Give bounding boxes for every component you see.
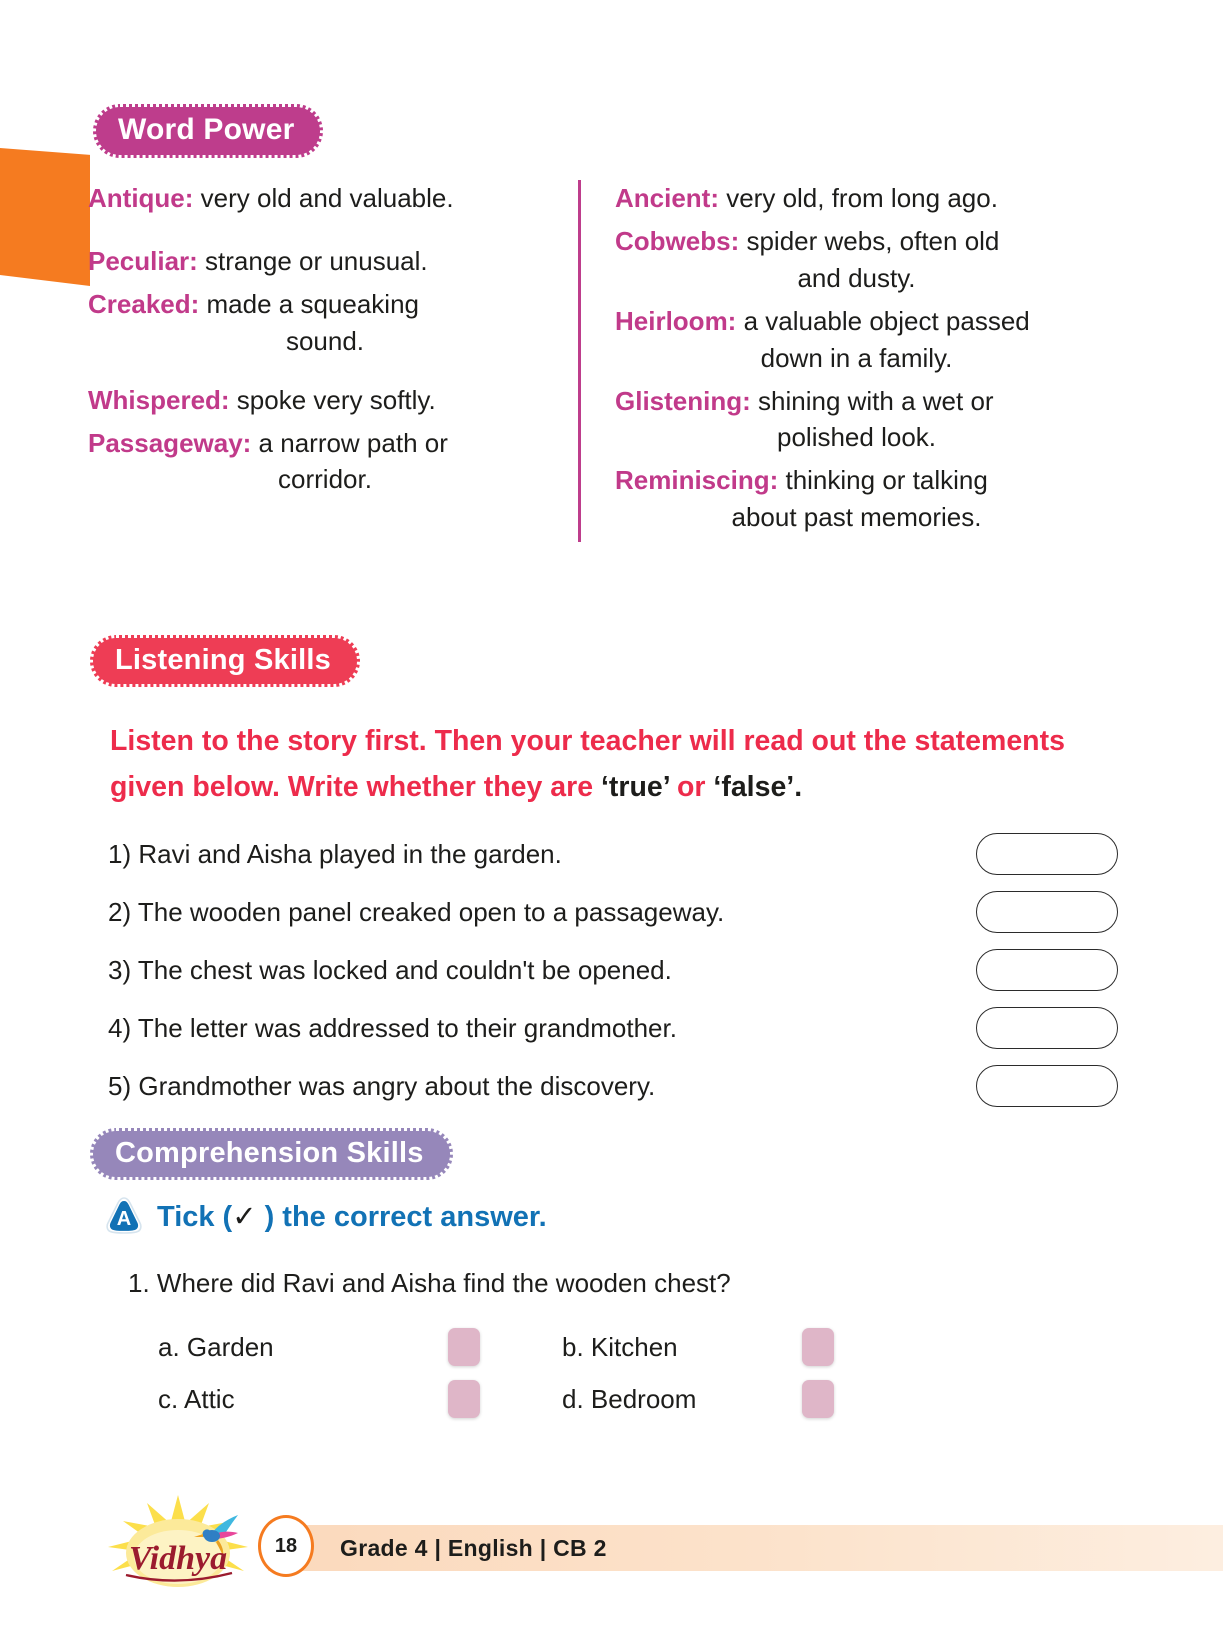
vocab-term: Reminiscing: (615, 465, 779, 496)
vocab-entry (88, 180, 562, 217)
vocab-term: Creaked: (88, 288, 200, 319)
true-false-answer-box[interactable] (976, 891, 1118, 933)
tick-text-before: Tick ( (157, 1200, 233, 1233)
vocab-definition-continuation: sound. (285, 325, 365, 356)
statement-text: 3) The chest was locked and couldn't be opened. (108, 954, 672, 985)
multiple-choice-question (128, 1268, 1088, 1425)
option-checkbox[interactable] (448, 1380, 480, 1418)
statement-row (108, 999, 1123, 1057)
listening-statements-list (108, 825, 1123, 1115)
left-orange-ribbon (0, 148, 90, 286)
vocab-definition: made a squeaking (199, 288, 419, 319)
vocab-term: Peculiar: (88, 245, 198, 276)
option-label: b. Kitchen (562, 1331, 678, 1362)
vocab-term: Glistening: (615, 385, 751, 416)
vidhya-logo (92, 1483, 264, 1593)
vocab-entry (615, 223, 1098, 297)
statement-text: 1) Ravi and Aisha played in the garden. (108, 838, 562, 869)
check-icon: ✓ (232, 1200, 257, 1233)
vocab-definition-continuation: polished look. (777, 422, 936, 453)
listening-instruction-true: ‘true’ (600, 771, 670, 804)
listening-skills-badge-label: Listening Skills (90, 635, 360, 687)
statement-text: 4) The letter was addressed to their grandmother. (108, 1012, 677, 1043)
vocab-entry (88, 286, 562, 360)
vocab-definition: spoke very softly. (229, 384, 436, 415)
vocab-term: Passageway: (88, 427, 252, 458)
word-power-left-column (88, 180, 578, 542)
page-number: 18 (274, 1534, 298, 1557)
vocab-term: Ancient: (615, 183, 719, 213)
word-power-content (88, 180, 1128, 542)
listening-instruction-false: ‘false’ (713, 771, 795, 804)
listening-instruction (110, 718, 1120, 810)
svg-text:A: A (116, 1208, 132, 1230)
true-false-answer-box[interactable] (976, 949, 1118, 991)
option-b[interactable] (480, 1328, 834, 1366)
vocab-definition: very old and valuable. (193, 183, 454, 213)
vocab-entry (615, 180, 1098, 217)
option-label: c. Attic (158, 1383, 235, 1414)
option-a[interactable] (128, 1328, 480, 1366)
statement-row (108, 941, 1123, 999)
option-label: d. Bedroom (562, 1383, 697, 1414)
comprehension-skills-header (90, 1128, 453, 1180)
vocab-term: Whispered: (88, 384, 230, 415)
vocab-definition-continuation: about past memories. (731, 502, 982, 533)
vocab-definition: shining with a wet or (750, 385, 994, 416)
statement-text: 5) Grandmother was angry about the discovery. (108, 1070, 656, 1101)
word-power-badge-label: Word Power (93, 104, 323, 158)
statement-row (108, 825, 1123, 883)
vocab-definition: thinking or talking (778, 465, 988, 496)
listening-skills-header (90, 635, 360, 687)
question-text: 1. Where did Ravi and Aisha find the wooden chest? (128, 1268, 731, 1298)
option-d[interactable] (480, 1380, 834, 1418)
vocab-term: Antique: (88, 183, 194, 213)
vocab-definition: a valuable object passed (736, 305, 1030, 336)
vocab-definition-continuation: and dusty. (797, 262, 916, 293)
page-number-circle (258, 1515, 314, 1577)
page-footer (0, 1517, 1223, 1579)
vocab-entry (88, 243, 562, 280)
exercise-letter-a-icon (104, 1196, 144, 1236)
vocab-entry (88, 425, 562, 499)
tick-instruction-text (157, 1199, 547, 1234)
option-checkbox[interactable] (448, 1328, 480, 1366)
true-false-answer-box[interactable] (976, 833, 1118, 875)
vocab-entry (88, 382, 562, 419)
vocab-definition: very old, from long ago. (719, 183, 998, 213)
statement-row (108, 1057, 1123, 1115)
vocab-definition: spider webs, often old (739, 225, 1000, 256)
statement-row (108, 883, 1123, 941)
vocab-term: Heirloom: (615, 305, 737, 336)
svg-text:Vidhya: Vidhya (128, 1540, 228, 1577)
listening-instruction-main: Listen to the story first. Then your teacher will read out the statements given below. Write whether they are (110, 725, 1065, 804)
option-row (128, 1321, 1088, 1373)
option-row (128, 1373, 1088, 1425)
listening-instruction-period: . (794, 771, 803, 804)
listening-instruction-or: or (669, 771, 714, 804)
true-false-answer-box[interactable] (976, 1065, 1118, 1107)
tick-text-after: ) the correct answer. (256, 1200, 547, 1233)
true-false-answer-box[interactable] (976, 1007, 1118, 1049)
statement-text: 2) The wooden panel creaked open to a passageway. (108, 896, 725, 927)
vocab-entry (615, 383, 1098, 457)
vocab-entry (615, 303, 1098, 377)
option-label: a. Garden (158, 1331, 274, 1362)
word-power-header (93, 104, 323, 158)
vocab-definition-continuation: corridor. (278, 464, 372, 495)
option-checkbox[interactable] (802, 1380, 834, 1418)
vocab-definition: strange or unusual. (197, 245, 428, 276)
vocab-entry (615, 462, 1098, 536)
footer-meta-text: Grade 4 | English | CB 2 (340, 1535, 607, 1561)
vocab-definition: a narrow path or (251, 427, 448, 458)
vocab-term: Cobwebs: (615, 225, 740, 256)
option-c[interactable] (128, 1380, 480, 1418)
comprehension-skills-badge-label: Comprehension Skills (90, 1128, 453, 1180)
exercise-a-instruction (104, 1196, 547, 1236)
word-power-right-column (578, 180, 1098, 542)
option-checkbox[interactable] (802, 1328, 834, 1366)
vocab-definition-continuation: down in a family. (760, 342, 953, 373)
